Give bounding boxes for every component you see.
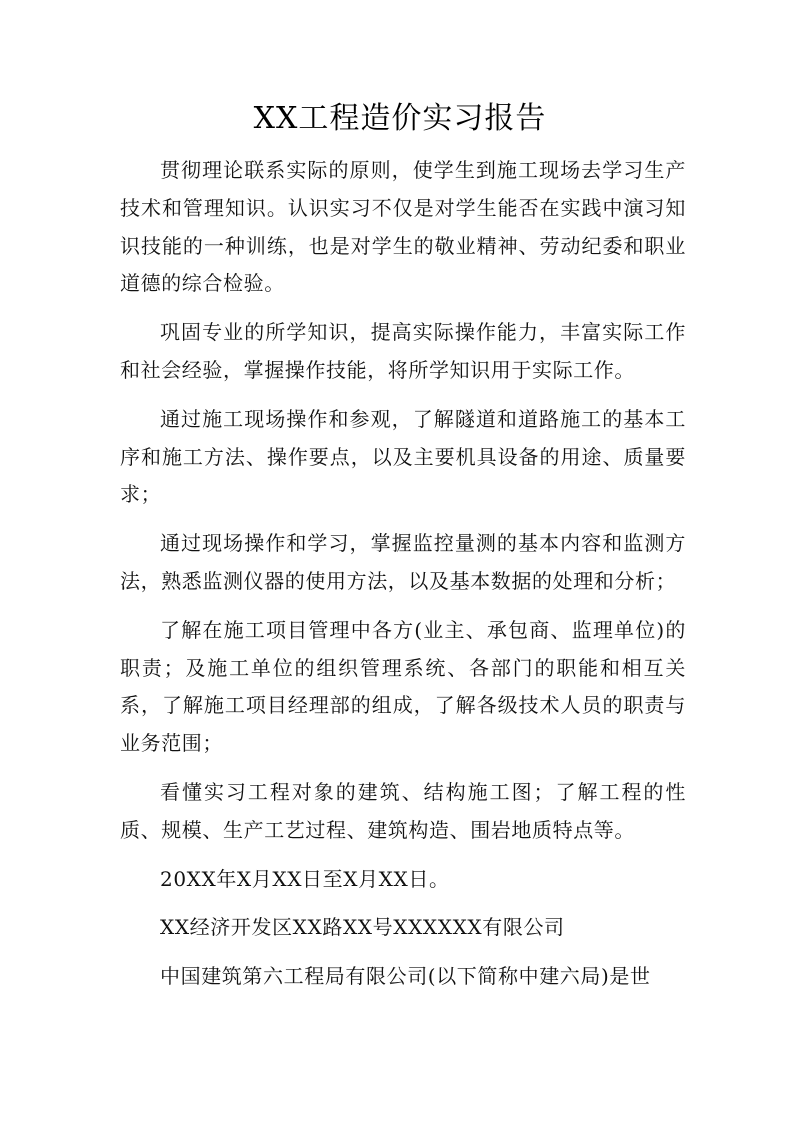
paragraph-company-intro: 中国建筑第六工程局有限公司(以下简称中建六局)是世	[160, 964, 651, 989]
document-title: XX工程造价实习报告	[253, 101, 547, 136]
paragraph-drawings: 看懂实习工程对象的建筑、结构施工图；了解工程的性质、规模、生产工艺过程、建筑构造、围岩地质特点等。	[120, 779, 686, 842]
paragraph-purpose: 贯彻理论联系实际的原则，使学生到施工现场去学习生产技术和管理知识。认识实习不仅是对学生能否在实践中演习知识技能的一种训练，也是对学生的敬业精神、劳动纪委和职业道德的综合检验。	[120, 158, 686, 296]
paragraph-project-management: 了解在施工项目管理中各方(业主、承包商、监理单位)的职责；及施工单位的组织管理系统、各部门的职能和相互关系，了解施工项目经理部的组成，了解各级技术人员的职责与业务范围；	[120, 617, 686, 756]
document-body	[120, 152, 686, 1007]
paragraph-consolidate: 巩固专业的所学知识，提高实际操作能力，丰富实际工作和社会经验，掌握操作技能，将所学知识用于实际工作。	[120, 320, 686, 382]
paragraph-date: 20XX年X月XX日至X月XX日。	[160, 866, 450, 891]
paragraph-site-operation: 通过施工现场操作和参观，了解隧道和道路施工的基本工序和施工方法、操作要点，以及主要机具设备的用途、质量要求；	[120, 406, 686, 507]
paragraph-monitoring: 通过现场操作和学习，掌握监控量测的基本内容和监测方法，熟悉监测仪器的使用方法，以及基本数据的处理和分析；	[120, 531, 686, 593]
paragraph-location: XX经济开发区XX路XX号XXXXXX有限公司	[160, 915, 565, 940]
